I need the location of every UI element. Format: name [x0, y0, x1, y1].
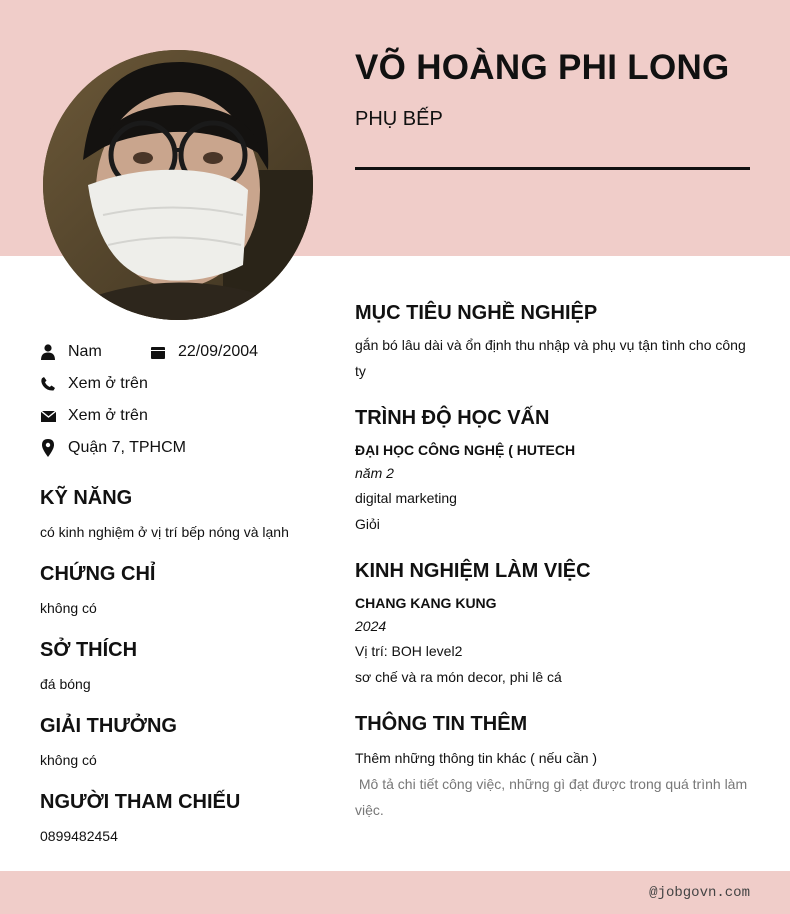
- objective-line-1: gắn bó lâu dài và ổn định thu nhập và phụ vụ tận tình cho công: [355, 337, 746, 353]
- address-row: [40, 439, 186, 457]
- birthdate-row: [150, 343, 258, 361]
- education-school: ĐẠI HỌC CÔNG NGHỆ ( HUTECH: [355, 442, 576, 458]
- additional-line-1: Thêm những thông tin khác ( nếu cần ): [355, 750, 598, 766]
- email-row: [40, 407, 148, 425]
- objective-line-2: ty: [355, 363, 366, 379]
- calendar-icon: [150, 344, 166, 360]
- references-title: NGƯỜI THAM CHIẾU: [40, 791, 241, 813]
- gender-row: [40, 343, 102, 361]
- experience-description: sơ chế và ra món decor, phi lê cá: [355, 669, 562, 685]
- gender-value: Nam: [68, 343, 102, 360]
- job-title: PHỤ BẾP: [355, 108, 443, 130]
- candidate-name: VÕ HOÀNG PHI LONG: [355, 48, 730, 87]
- additional-hint-1: Mô tả chi tiết công việc, những gì đạt được trong quá trình làm: [355, 776, 748, 792]
- phone-row: [40, 375, 148, 393]
- skills-text: có kinh nghiệm ở vị trí bếp nóng và lạnh: [40, 524, 289, 540]
- certificates-title: CHỨNG CHỈ: [40, 563, 156, 585]
- mail-icon: [40, 408, 56, 424]
- hobbies-title: SỞ THÍCH: [40, 639, 138, 661]
- experience-title: KINH NGHIỆM LÀM VIỆC: [355, 560, 591, 582]
- education-major: digital marketing: [355, 490, 457, 506]
- email-value[interactable]: Xem ở trên: [68, 407, 148, 424]
- education-grade: Giỏi: [355, 516, 380, 532]
- awards-title: GIẢI THƯỞNG: [40, 715, 177, 737]
- experience-company: CHANG KANG KUNG: [355, 595, 497, 611]
- objective-title: MỤC TIÊU NGHỀ NGHIỆP: [355, 302, 598, 324]
- header-divider: [355, 167, 750, 170]
- address-value: Quận 7, TPHCM: [68, 439, 186, 456]
- hobbies-text: đá bóng: [40, 676, 91, 692]
- person-icon: [40, 344, 56, 360]
- birthdate-value: 22/09/2004: [178, 343, 259, 360]
- references-text: 0899482454: [40, 828, 118, 844]
- experience-period: 2024: [355, 618, 387, 634]
- experience-position: Vị trí: BOH level2: [355, 643, 463, 659]
- additional-hint-2: việc.: [355, 802, 384, 818]
- profile-photo-image: [43, 50, 313, 320]
- education-title: TRÌNH ĐỘ HỌC VẤN: [355, 407, 550, 429]
- education-period: năm 2: [355, 465, 394, 481]
- location-pin-icon: [40, 440, 56, 456]
- certificates-text: không có: [40, 600, 97, 616]
- additional-title: THÔNG TIN THÊM: [355, 713, 528, 735]
- awards-text: không có: [40, 752, 97, 768]
- footer-brand: @jobgovn.com: [649, 885, 750, 901]
- skills-title: KỸ NĂNG: [40, 487, 133, 509]
- phone-icon: [40, 376, 56, 392]
- profile-photo: [43, 50, 313, 320]
- phone-value[interactable]: Xem ở trên: [68, 375, 148, 392]
